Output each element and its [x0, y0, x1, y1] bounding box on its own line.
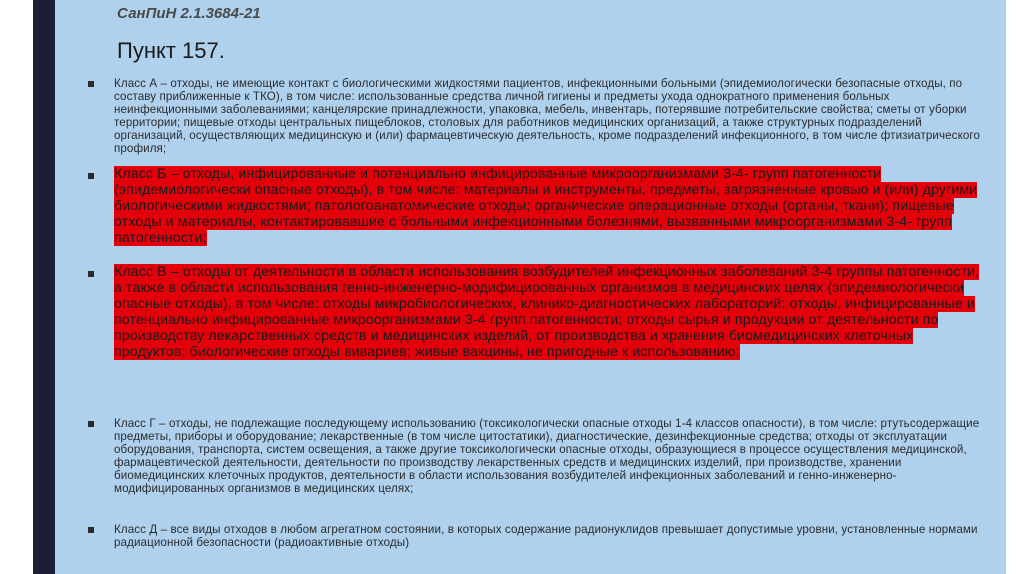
list-item-class-b: [88, 167, 988, 247]
square-bullet-icon: [88, 421, 94, 427]
list-item-class-c: [88, 265, 988, 360]
list-item-text-highlighted: [114, 265, 988, 360]
square-bullet-icon: [88, 173, 94, 179]
list-item-class-d: [88, 417, 988, 495]
right-margin: [1006, 0, 1024, 574]
highlighted-text: Класс В – отходы от деятельности в области использования возбудителей инфекционных заболеваний 3-4 группы патогенности, а также в области использования генно-инженерно-модифицированных организмов в медицинских целях (эпидемиологически опасные отходы), в том числе: отходы микробиологических, клинико-диагностических лабораторий; отходы, инфицированные и потенциально инфицированные микроорганизмами 3-4 групп патогенности; отходы сырья и продукции от деятельности по производству лекарственных средств и медицинских изделий, от производства и хранения биомедицинских клеточных продуктов; биологические отходы вивариев; живые вакцины, не пригодные к использованию;: [114, 264, 980, 360]
list-item-class-e: [88, 523, 988, 549]
list-item-text: Класс А – отходы, не имеющие контакт с биологическими жидкостями пациентов, инфекционными больными (эпидемиологически безопасные отходы, по составу приближенные к ТКО), в том числе: использованные средства личной гигиены и предметы ухода однократного применения больных неинфекционными заболеваниями; канцелярские принадлежности, упаковка, мебель, инвентарь, потерявшие потребительские свойства; сметы от уборки территории; пищевые отходы центральных пищеблоков, столовых для работников медицинских организаций, а также структурных подразделений организаций, осуществляющих медицинскую и (или) фармацевтическую деятельность, кроме подразделений инфекционного, в том числе фтизиатрического профиля;: [114, 77, 981, 155]
list-item-text: Класс Г – отходы, не подлежащие последующему использованию (токсикологически опасные отходы 1-4 классов опасности), в том числе: ртутьсодержащие предметы, приборы и оборудование; лекарственные (в том числе цитостатики), диагностические, дезинфекционные средства; отходы от эксплуатации оборудования, транспорта, систем освещения, а также другие токсикологически опасные отходы, образующиеся в процессе осуществления медицинской, фармацевтической деятельности, деятельности по производству лекарственных средств и медицинских изделий, при производстве, хранении биомедицинских клеточных продуктов, деятельности в области использования возбудителей инфекционных заболеваний и генно-инженерно-модифицированных организмов в медицинских целях;: [114, 417, 980, 495]
list-item-text-highlighted: [114, 167, 988, 247]
square-bullet-icon: [88, 81, 94, 87]
slide-title: Пункт 157.: [117, 38, 225, 63]
square-bullet-icon: [88, 527, 94, 533]
list-item-text: Класс Д – все виды отходов в любом агрегатном состоянии, в которых содержание радионуклидов превышает допустимые уровни, установленные нормами радиационной безопасности (радиоактивные отходы): [114, 523, 978, 549]
left-margin: [0, 0, 33, 574]
square-bullet-icon: [88, 271, 94, 277]
highlighted-text: Класс Б – отходы, инфицированные и потенциально инфицированные микроорганизмами 3-4- групп патогенности (эпидемиологически опасные отходы), в том числе: материалы и инструменты, предметы, загрязненные кровью и (или) другими биологическими жидкостями; патологоанатомические отходы; органические операционные отходы (органы, ткани); пищевые отходы и материалы, контактировавшие с больными инфекционными болезнями, вызванными микроорганизмами 3-4- групп патогенности;: [114, 166, 978, 246]
slide-subtitle: СанПиН 2.1.3684-21: [117, 5, 261, 22]
list-item-class-a: [88, 77, 988, 155]
accent-bar: [33, 0, 55, 574]
